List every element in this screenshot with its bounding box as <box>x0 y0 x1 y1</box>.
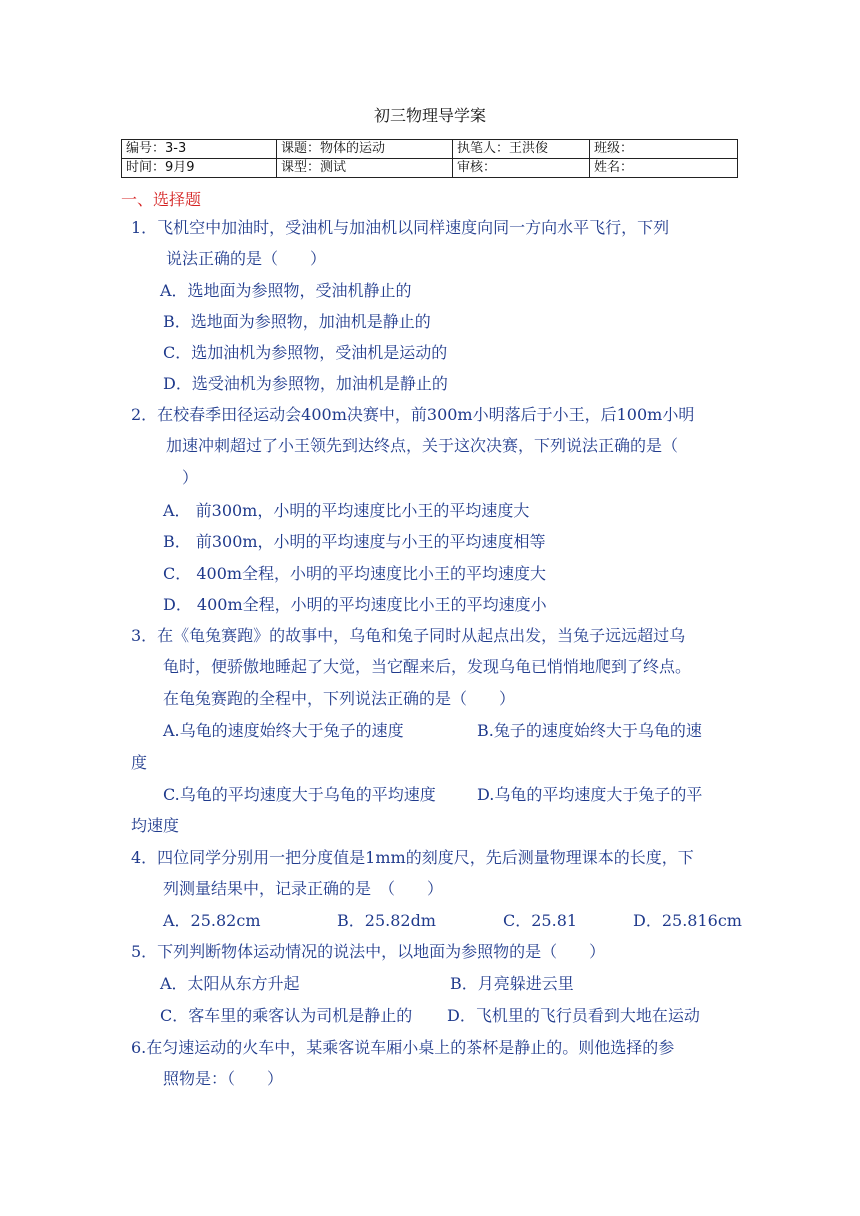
section-title: 一、选择题 <box>121 190 202 209</box>
table-row <box>122 140 738 159</box>
option-line: D．飞机里的飞行员看到大地在运动 <box>447 1006 700 1025</box>
table-cell: 课型：测试 <box>277 159 453 178</box>
option-line: C． 400m全程，小明的平均速度比小王的平均速度大 <box>163 564 547 583</box>
question-line: 加速冲刺超过了小王领先到达终点，关于这次决赛，下列说法正确的是（ <box>166 436 679 455</box>
option-line: C.乌龟的平均速度大于乌龟的平均速度 <box>163 785 436 804</box>
question-line: ） <box>182 468 199 487</box>
option-line: 度 <box>131 753 148 772</box>
option-line: A．选地面为参照物，受油机静止的 <box>160 281 412 300</box>
option-line: C．25.81 <box>503 911 578 930</box>
question-line: 2．在校春季田径运动会400m决赛中，前300m小明落后于小王，后100m小明 <box>131 405 695 424</box>
table-cell: 班级： <box>590 140 738 159</box>
option-line: B．25.82dm <box>337 911 436 930</box>
option-line: D． 400m全程，小明的平均速度比小王的平均速度小 <box>163 595 547 614</box>
table-cell: 姓名： <box>590 159 738 178</box>
question-line: 在龟兔赛跑的全程中，下列说法正确的是（ ） <box>163 689 516 708</box>
page-title: 初三物理导学案 <box>373 106 486 125</box>
option-line: A．25.82cm <box>163 911 261 930</box>
question-line: 列测量结果中，记录正确的是 （ ） <box>163 879 444 898</box>
option-line: A． 前300m，小明的平均速度比小王的平均速度大 <box>163 501 530 520</box>
option-line: B． 前300m，小明的平均速度与小王的平均速度相等 <box>163 532 546 551</box>
option-line: C．选加油机为参照物，受油机是运动的 <box>163 343 448 362</box>
option-line: B.兔子的速度始终大于乌龟的速 <box>477 721 702 740</box>
option-line: D.乌龟的平均速度大于兔子的平 <box>477 785 703 804</box>
question-line: 4．四位同学分别用一把分度值是1mm的刻度尺，先后测量物理课本的长度，下 <box>131 848 694 867</box>
info-table <box>121 139 738 178</box>
question-line: 1．飞机空中加油时，受油机与加油机以同样速度向同一方向水平飞行，下列 <box>131 218 670 237</box>
table-cell: 编号：3-3 <box>122 140 277 159</box>
question-line: 6.在匀速运动的火车中，某乘客说车厢小桌上的茶杯是静止的。则他选择的参 <box>131 1038 675 1057</box>
table-cell: 审核： <box>453 159 590 178</box>
question-line: 龟时，便骄傲地睡起了大觉，当它醒来后，发现乌龟已悄悄地爬到了终点。 <box>163 657 692 676</box>
option-line: A.乌龟的速度始终大于兔子的速度 <box>163 721 404 740</box>
option-line: A．太阳从东方升起 <box>160 974 300 993</box>
table-cell: 时间：9月9 <box>122 159 277 178</box>
option-line: C．客车里的乘客认为司机是静止的 <box>160 1006 413 1025</box>
option-line: B．月亮躲进云里 <box>450 974 574 993</box>
option-line: D．选受油机为参照物，加油机是静止的 <box>163 374 448 393</box>
question-line: 说法正确的是（ ） <box>166 249 327 268</box>
question-line: 5．下列判断物体运动情况的说法中，以地面为参照物的是（ ） <box>131 942 606 961</box>
table-cell: 课题：物体的运动 <box>277 140 453 159</box>
option-line: 均速度 <box>131 816 180 835</box>
table-cell: 执笔人：王洪俊 <box>453 140 590 159</box>
option-line: D．25.816cm <box>633 911 742 930</box>
option-line: B．选地面为参照物，加油机是静止的 <box>163 312 431 331</box>
table-row <box>122 159 738 178</box>
question-line: 照物是：（ ） <box>163 1069 284 1088</box>
question-line: 3．在《龟兔赛跑》的故事中，乌龟和兔子同时从起点出发，当兔子远远超过乌 <box>131 626 686 645</box>
